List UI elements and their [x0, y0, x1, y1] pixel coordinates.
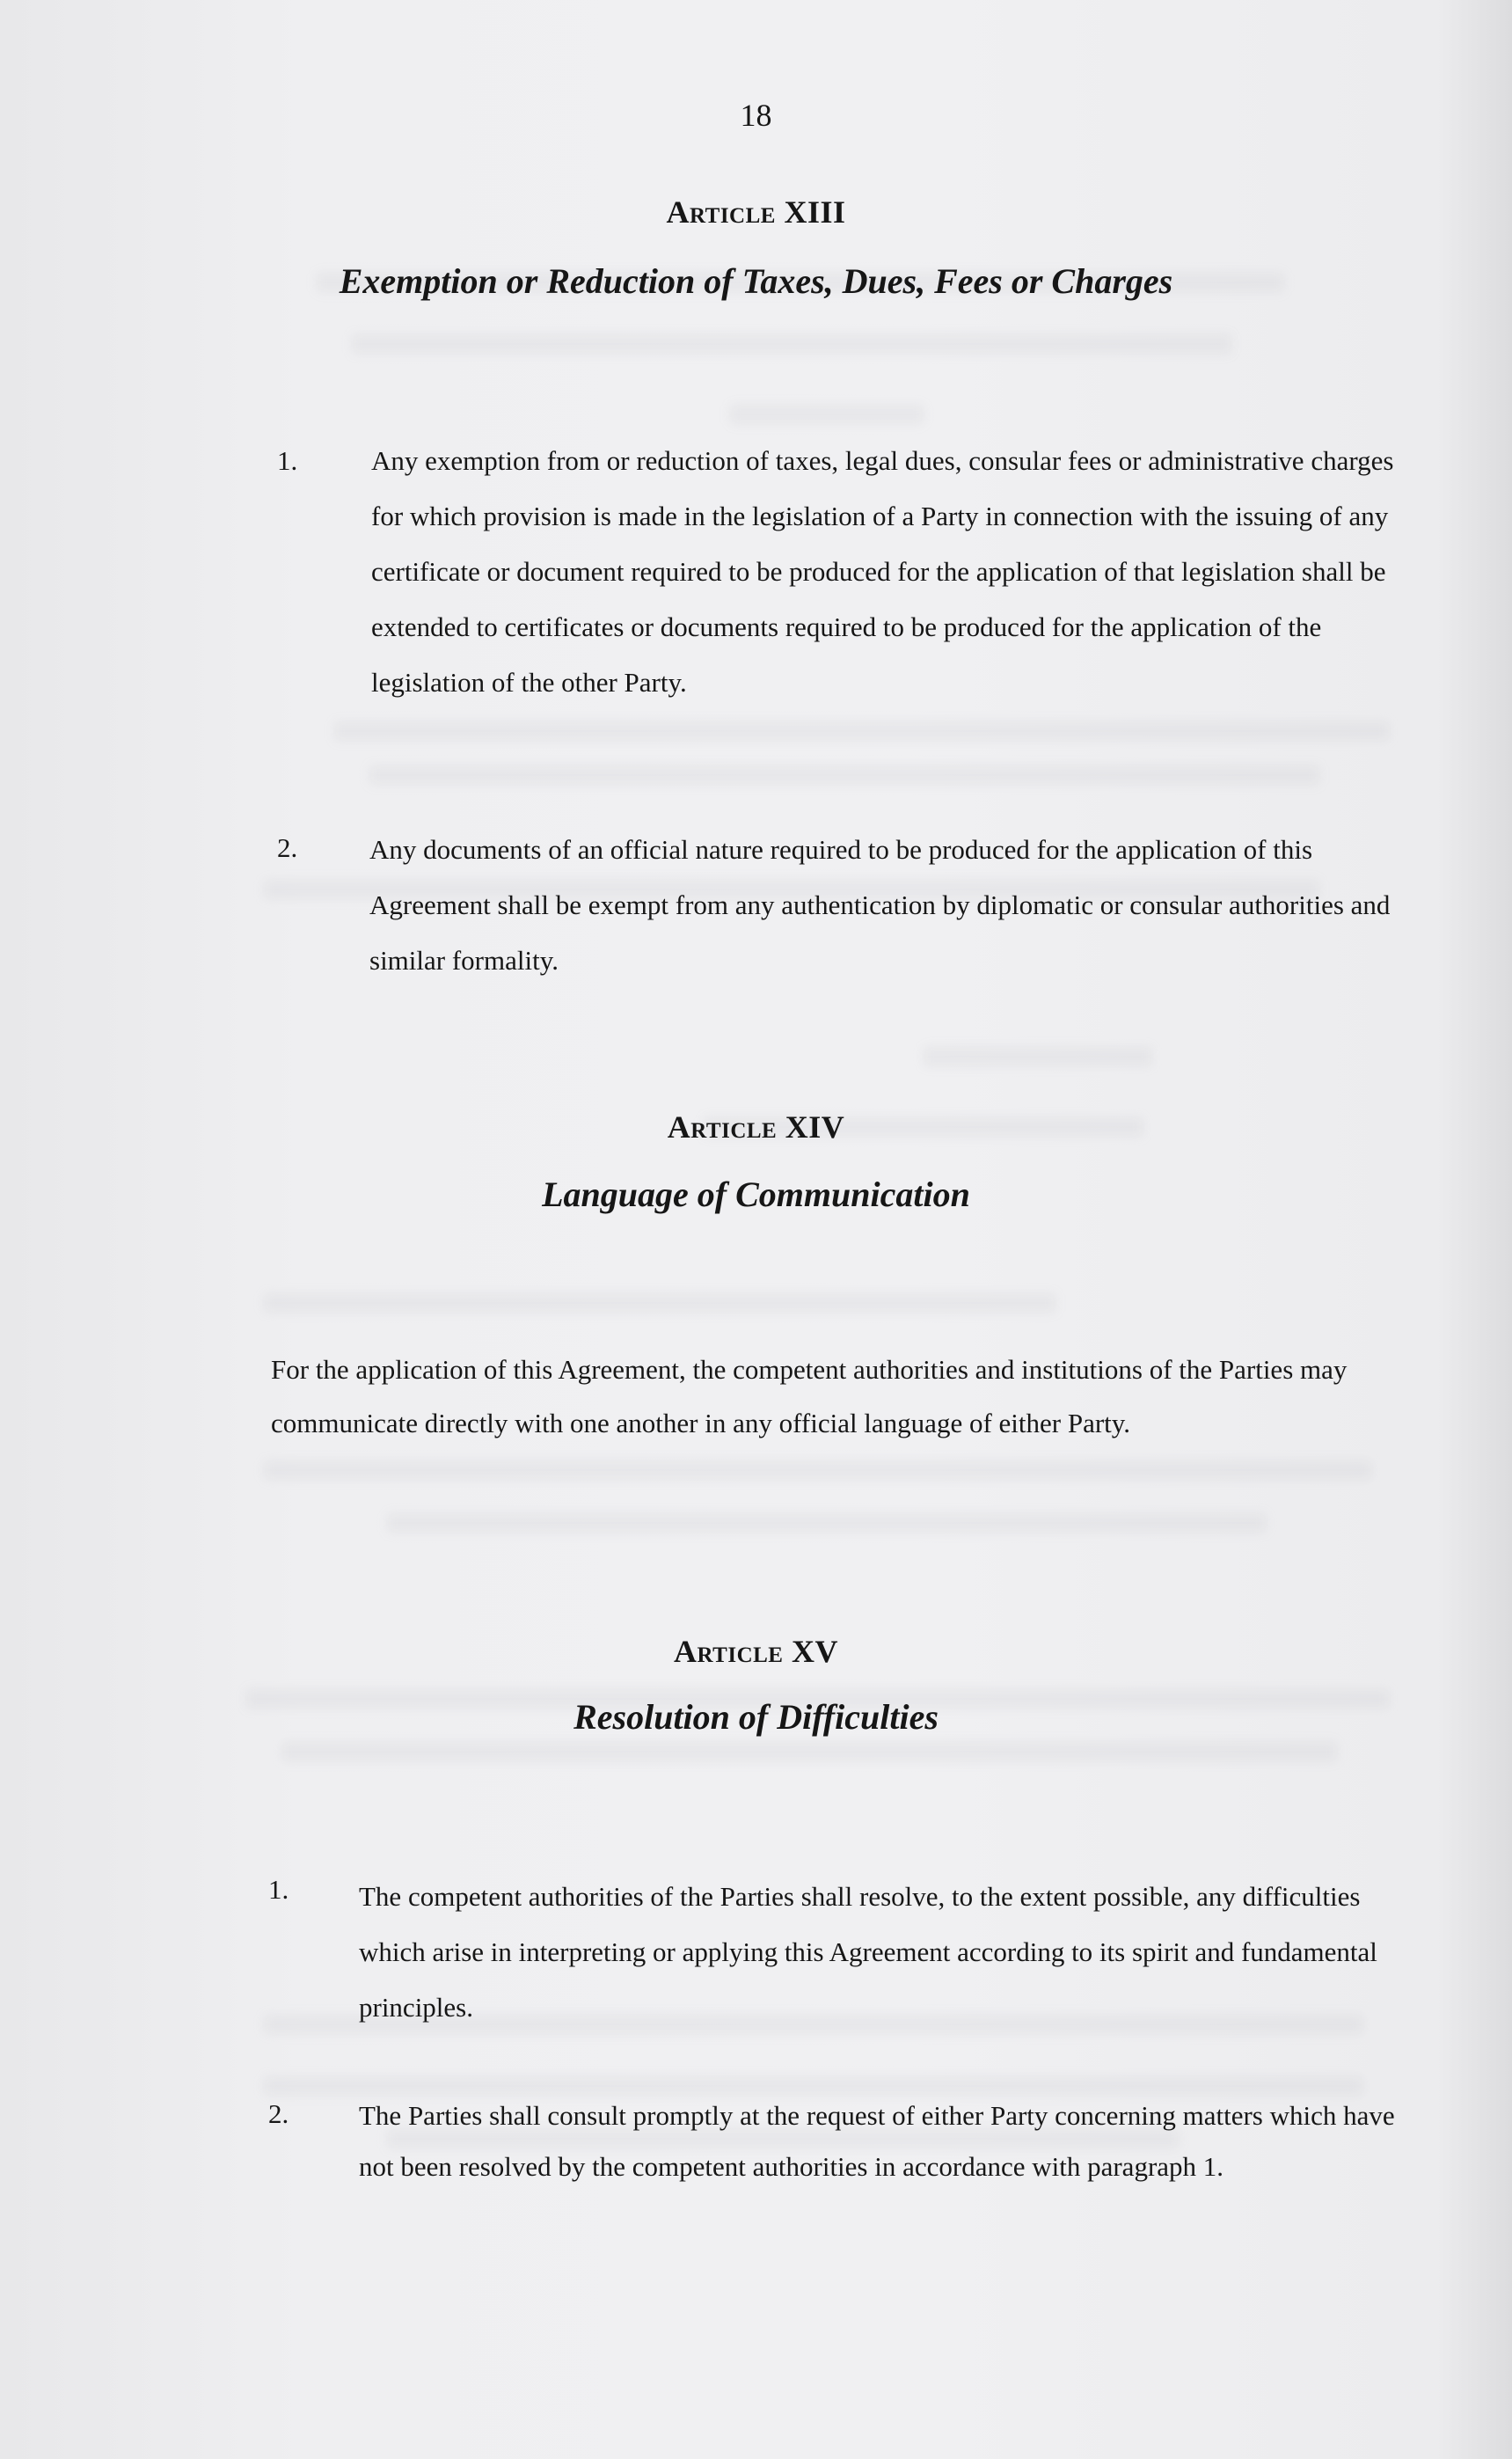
article-14-body: For the application of this Agreement, the competent authorities and institutions of the Parties may communicate directly with one another in any official language of either Party. — [271, 1354, 1348, 1438]
article-15-subtitle: Resolution of Difficulties — [573, 1697, 939, 1737]
article-13-heading: Article XIII — [666, 194, 846, 230]
article-13-para-2-number: 2. — [277, 832, 298, 863]
article-15-para-2-number: 2. — [268, 2098, 289, 2129]
article-13-para-1-text: Any exemption from or reduction of taxes, legal dues, consular fees or administrative charges for which provision is made in the legislation of a Party in connection with the issuing of any certificate or document required to be produced for the application of that legislation shall be extended to certificates or documents required to be produced for the application of the legislation of the other Party. — [371, 445, 1394, 698]
article-14-subtitle: Language of Communication — [542, 1175, 970, 1214]
article-15-heading: Article XV — [674, 1634, 838, 1669]
article-13-para-2-text: Any documents of an official nature required to be produced for the application of this Agreement shall be exempt from any authentication by diplomatic or consular authorities and similar formality. — [369, 834, 1391, 976]
article-14-heading: Article XIV — [667, 1109, 845, 1145]
page-number: 18 — [740, 98, 772, 133]
article-13-subtitle: Exemption or Reduction of Taxes, Dues, Fees or Charges — [339, 261, 1173, 301]
article-15-para-1-text: The competent authorities of the Parties shall resolve, to the extent possible, any difficulties which arise in interpreting or applying this Agreement according to its spirit and fundamental principles. — [359, 1881, 1377, 2023]
article-13-para-1-number: 1. — [277, 445, 298, 476]
article-15-para-1-number: 1. — [268, 1874, 289, 1905]
article-15-para-2-text: The Parties shall consult promptly at the request of either Party concerning matters which have not been resolved by the competent authorities in accordance with paragraph 1. — [359, 2100, 1395, 2182]
